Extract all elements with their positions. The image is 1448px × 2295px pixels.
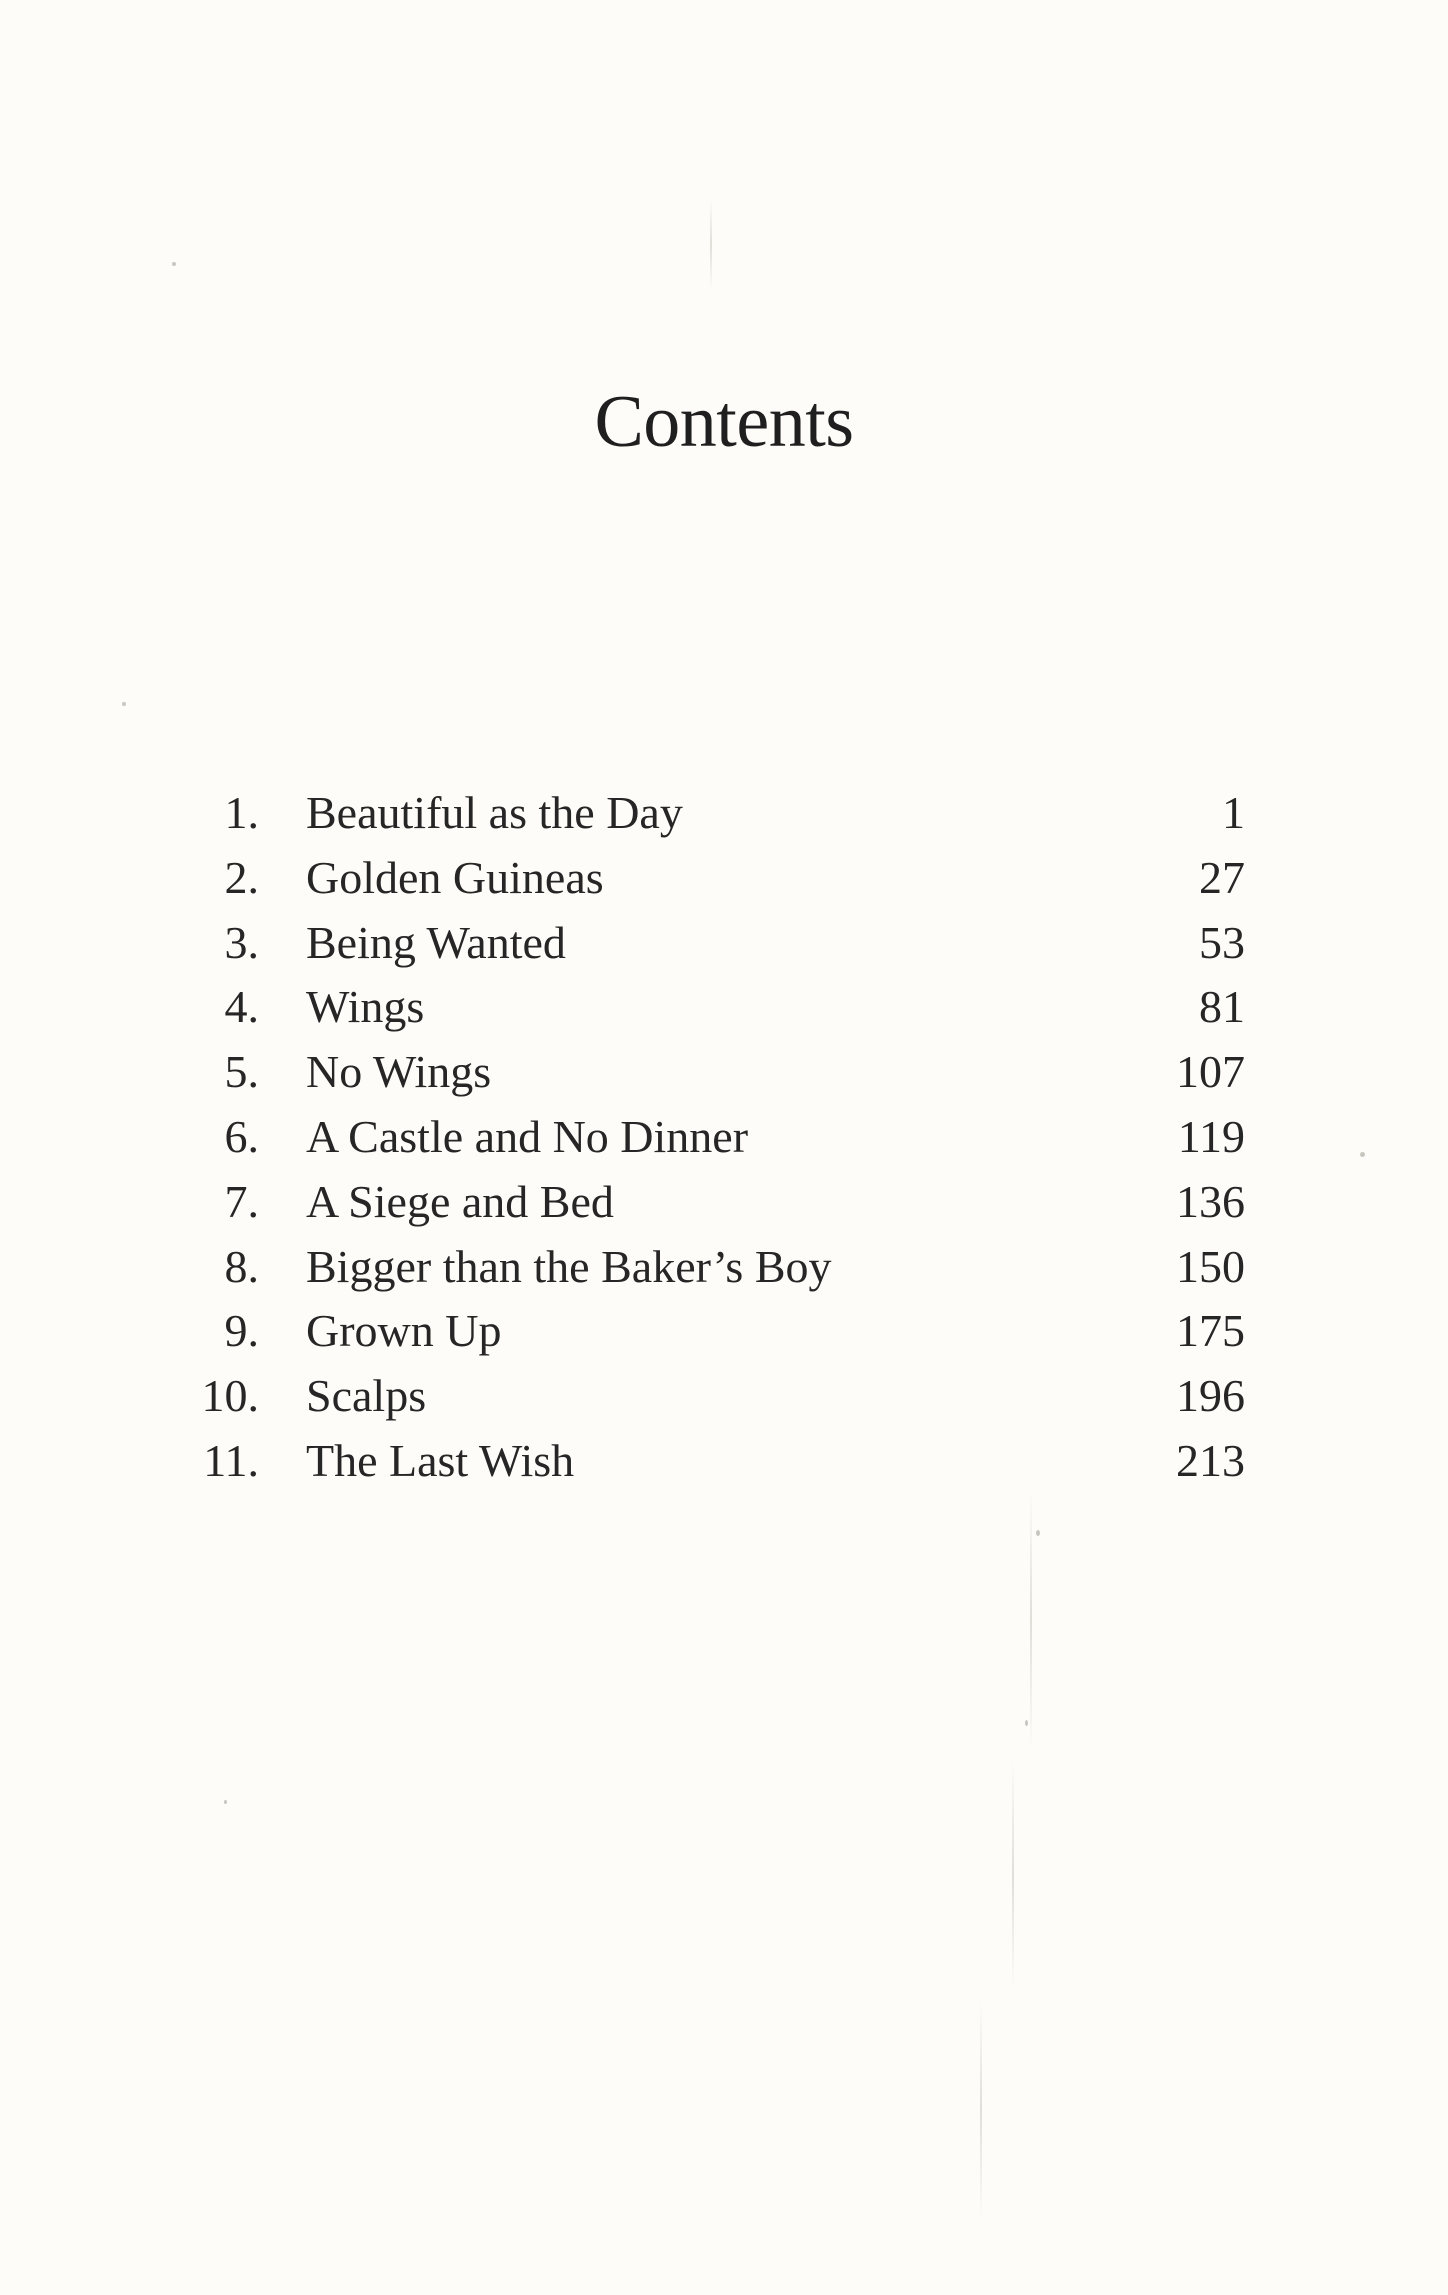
- paper-speck: [224, 1800, 227, 1804]
- paper-speck: [1025, 1720, 1028, 1726]
- toc-entry: [195, 1110, 1245, 1179]
- chapter-number: 5.: [224, 1046, 259, 1098]
- toc-entry: [195, 851, 1245, 920]
- paper-crease: [710, 200, 712, 290]
- chapter-number: 1.: [224, 787, 259, 838]
- chapter-title: Wings: [306, 981, 425, 1033]
- chapter-number: 4.: [224, 981, 259, 1033]
- page-number: 136: [1176, 1175, 1245, 1227]
- toc-entry: [195, 1240, 1245, 1309]
- table-of-contents: [195, 787, 1245, 1503]
- chapter-title: The Last Wish: [306, 1434, 575, 1486]
- page-number: 196: [1176, 1370, 1245, 1422]
- chapter-number: 6.: [224, 1110, 259, 1162]
- chapter-title: Bigger than the Baker’s Boy: [306, 1240, 832, 1292]
- chapter-title: A Castle and No Dinner: [306, 1110, 749, 1162]
- toc-entry: [195, 1046, 1245, 1114]
- toc-entry: [195, 1370, 1245, 1438]
- paper-crease: [1012, 1760, 1014, 1990]
- chapter-title: Scalps: [306, 1370, 427, 1422]
- page-number: 81: [1199, 981, 1245, 1033]
- chapter-number: 2.: [224, 851, 259, 903]
- chapter-number: 9.: [224, 1305, 259, 1357]
- page-number: 27: [1199, 851, 1245, 903]
- paper-speck: [1036, 1530, 1040, 1536]
- paper-crease: [980, 2000, 982, 2220]
- page-number: 150: [1176, 1240, 1245, 1292]
- paper-speck: [172, 262, 176, 266]
- chapter-number: 10.: [201, 1370, 259, 1422]
- chapter-title: Grown Up: [306, 1305, 502, 1357]
- toc-entry: [195, 1305, 1245, 1373]
- paper-speck: [122, 702, 126, 706]
- chapter-title: Golden Guineas: [306, 851, 604, 903]
- toc-entry: [195, 1434, 1245, 1503]
- page-number: 213: [1176, 1434, 1245, 1486]
- chapter-title: Being Wanted: [306, 916, 566, 968]
- page-number: 119: [1177, 1110, 1245, 1162]
- chapter-number: 7.: [224, 1175, 259, 1227]
- chapter-number: 3.: [224, 916, 259, 968]
- chapter-title: No Wings: [306, 1046, 492, 1098]
- chapter-title: Beautiful as the Day: [306, 787, 683, 838]
- page-title: Contents: [594, 381, 854, 463]
- paper-speck: [1360, 1152, 1365, 1157]
- toc-entry: [195, 981, 1245, 1049]
- page-number: 175: [1176, 1305, 1245, 1357]
- page-number: 1: [1222, 787, 1245, 838]
- paper-crease: [1030, 1490, 1032, 1750]
- chapter-number: 8.: [224, 1240, 259, 1292]
- page-number: 107: [1176, 1046, 1245, 1098]
- chapter-title: A Siege and Bed: [306, 1175, 614, 1227]
- toc-entry: [195, 1175, 1245, 1244]
- page-number: 53: [1199, 916, 1245, 968]
- toc-entry: [195, 916, 1245, 985]
- toc-entry: [195, 787, 1245, 855]
- chapter-number: 11.: [203, 1434, 259, 1486]
